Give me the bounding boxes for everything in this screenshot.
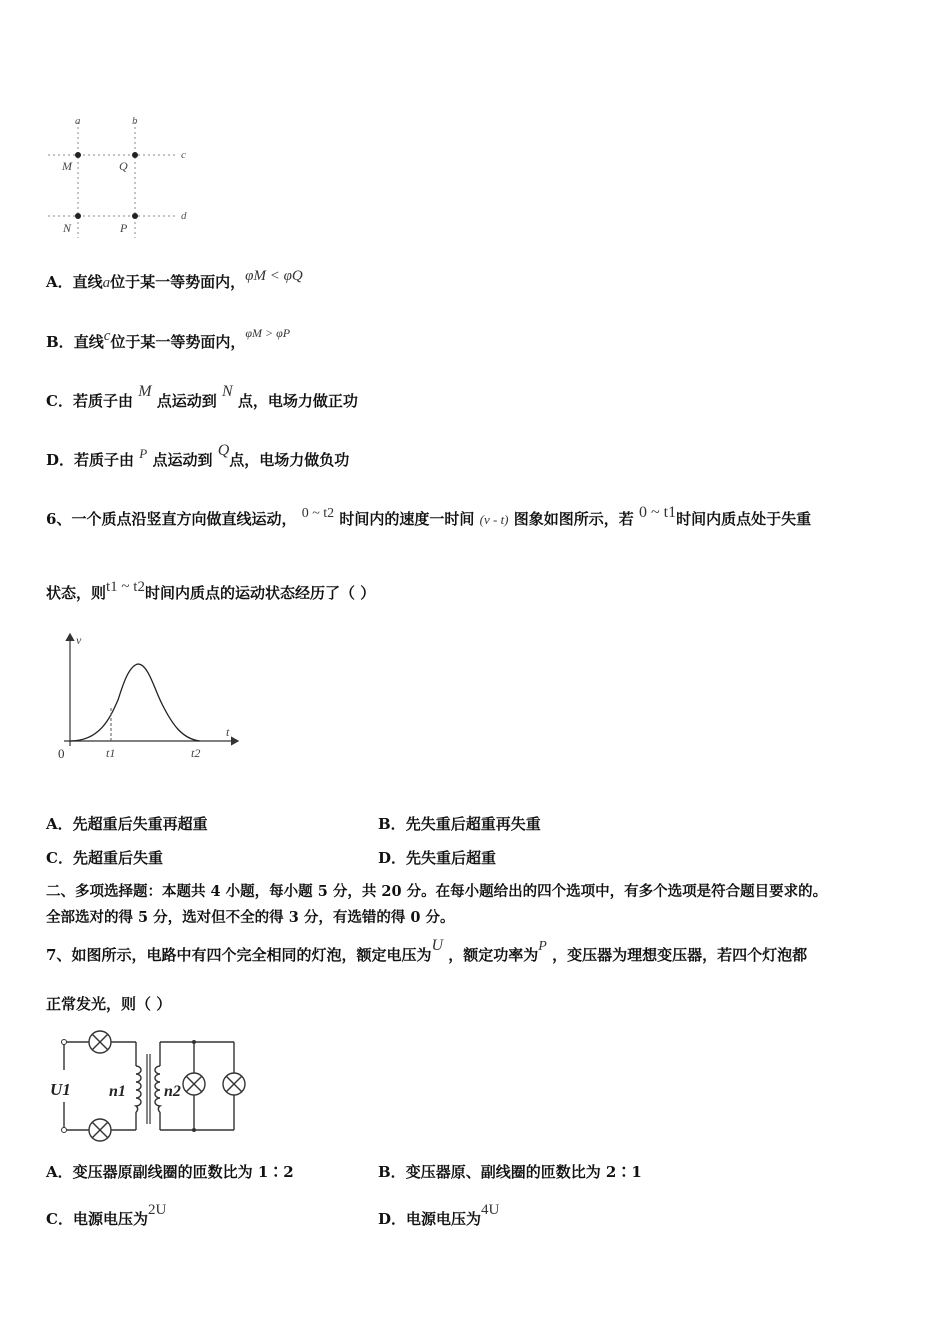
- n2-label: n2: [164, 1083, 181, 1100]
- label-q: Q: [119, 159, 128, 173]
- q6-stem-line1: 6、一个质点沿竖直方向做直线运动， 0 ~ t2 时间内的速度一时间 (v - t) 图象如图所示，若 0 ~ t1时间内质点处于失重: [46, 504, 812, 528]
- q7-option-d[interactable]: D．电源电压为4U: [378, 1202, 500, 1228]
- q6-stem-line2: 状态，则t1 ~ t2时间内质点的运动状态经历了（ ）: [46, 579, 376, 602]
- t-axis-label: t: [226, 725, 230, 739]
- q6-option-b[interactable]: B．先失重后超重再失重: [378, 815, 541, 833]
- label-m: M: [62, 159, 72, 173]
- t2-label: t2: [191, 746, 201, 760]
- label-a: a: [75, 115, 81, 127]
- point-q: [132, 152, 138, 158]
- label-n: N: [63, 221, 72, 235]
- section2-line2: 全部选对的得 5 分，选对但不全的得 3 分，有选错的得 0 分。: [46, 909, 455, 926]
- q5-option-d[interactable]: D．若质子由 P 点运动到 Q点，电场力做负功: [46, 442, 350, 469]
- math-phi-m-gt-phi-p: φM > φP: [245, 326, 291, 340]
- n1-label: n1: [109, 1083, 126, 1100]
- point-m: [75, 152, 81, 158]
- primary-coil: [136, 1066, 141, 1112]
- label-b: b: [132, 115, 138, 127]
- label-p: P: [120, 221, 128, 235]
- section2-line1: 二、多项选择题：本题共 4 小题，每小题 5 分，共 20 分。在每小题给出的四个选项中，有多个选项是符合题目要求的。: [46, 883, 828, 900]
- transformer-circuit: [44, 1026, 254, 1148]
- q6-option-c[interactable]: C．先超重后失重: [46, 849, 163, 867]
- label-c: c: [181, 149, 186, 161]
- velocity-curve: [70, 664, 200, 741]
- label-d: d: [181, 210, 187, 222]
- point-p: [132, 213, 138, 219]
- point-n: [75, 213, 81, 219]
- q6-option-d[interactable]: D．先失重后超重: [378, 849, 497, 867]
- origin-label: 0: [58, 746, 65, 761]
- q5-option-c[interactable]: C．若质子由 M 点运动到 N 点，电场力做正功: [46, 383, 358, 410]
- v-axis-label: v: [76, 633, 82, 647]
- q7-stem-line2: 正常发光，则（ ）: [46, 995, 172, 1013]
- t1-label: t1: [106, 746, 116, 760]
- q7-stem-line1: 7、如图所示，电路中有四个完全相同的灯泡，额定电压为U ，额定功率为P ，变压器为理想变压器，若四个灯泡都: [46, 937, 808, 964]
- q7-option-c[interactable]: C．电源电压为2U: [46, 1202, 167, 1228]
- q5-option-a[interactable]: A．直线a位于某一等势面内，φM < φQ: [46, 268, 303, 291]
- q7-option-b[interactable]: B．变压器原、副线圈的匝数比为 2∶1: [378, 1163, 642, 1181]
- math-phi-m-lt-phi-q: φM < φQ: [245, 268, 303, 284]
- q5-option-b[interactable]: B．直线c位于某一等势面内，$^{\varphi M > \varphi P}$: [46, 326, 291, 351]
- u1-label: U1: [50, 1080, 71, 1099]
- secondary-coil: [155, 1066, 160, 1112]
- q7-option-a[interactable]: A．变压器原副线圈的匝数比为 1∶2: [46, 1163, 294, 1181]
- equipotential-figure: [40, 110, 200, 245]
- velocity-time-graph: [50, 628, 250, 768]
- q6-option-a[interactable]: A．先超重后失重再超重: [46, 815, 208, 833]
